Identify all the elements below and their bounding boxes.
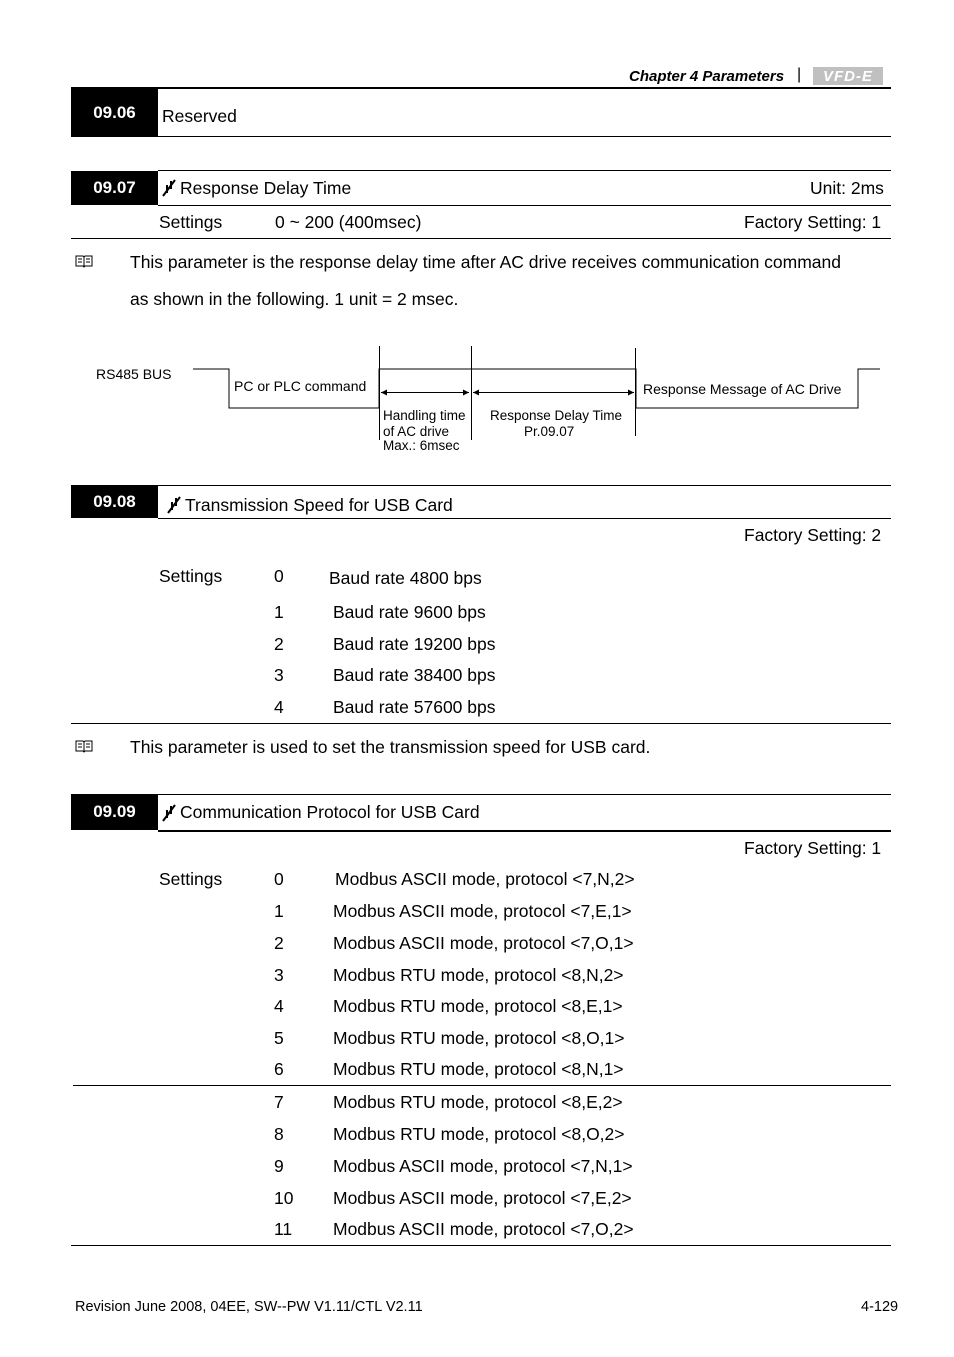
settings-label: Settings — [159, 566, 223, 586]
edit-while-running-icon — [166, 494, 184, 519]
note-line: This parameter is the response delay time after AC drive receives communication command — [130, 252, 841, 272]
timing-diagram — [0, 0, 954, 470]
option-text: Modbus ASCII mode, protocol <7,O,2> — [333, 1219, 634, 1239]
option-text: Modbus ASCII mode, protocol <7,N,2> — [335, 869, 635, 889]
option-text: Modbus ASCII mode, protocol <7,E,2> — [333, 1188, 632, 1208]
option-value: 9 — [274, 1156, 284, 1176]
divider — [158, 830, 891, 832]
header-separator: | — [797, 66, 802, 83]
option-value: 1 — [274, 602, 284, 622]
divider — [158, 485, 891, 486]
factory-setting: Factory Setting: 2 — [744, 525, 882, 545]
settings-label: Settings — [159, 212, 223, 232]
option-text: Modbus RTU mode, protocol <8,O,1> — [333, 1028, 625, 1048]
edit-while-running-icon — [161, 802, 179, 827]
pc-command-label: PC or PLC command — [234, 378, 367, 394]
divider — [73, 1085, 891, 1086]
param-name-0907: Response Delay Time — [180, 178, 352, 198]
option-value: 10 — [274, 1188, 294, 1208]
option-value: 11 — [274, 1219, 293, 1239]
delay-param-label: Pr.09.07 — [524, 424, 575, 439]
param-name-0906: Reserved — [162, 106, 237, 126]
param-name-0909: Communication Protocol for USB Card — [180, 802, 480, 822]
option-value: 3 — [274, 665, 284, 685]
param-code-0906: 09.06 — [71, 89, 158, 136]
divider — [158, 518, 891, 519]
factory-setting: Factory Setting: 1 — [744, 212, 882, 232]
option-value: 0 — [274, 869, 284, 889]
option-text: Modbus ASCII mode, protocol <7,O,1> — [333, 933, 634, 953]
note-line: This parameter is used to set the transmission speed for USB card. — [130, 737, 651, 757]
option-text: Baud rate 38400 bps — [333, 665, 496, 685]
param-code-0909: 09.09 — [71, 794, 158, 830]
option-value: 0 — [274, 566, 284, 586]
handling-time-label: Handling time — [383, 408, 466, 423]
brand-logo: VFD-E — [813, 67, 883, 85]
option-value: 8 — [274, 1124, 284, 1144]
response-message-label: Response Message of AC Drive — [643, 381, 842, 397]
option-text: Modbus RTU mode, protocol <8,O,2> — [333, 1124, 625, 1144]
option-value: 2 — [274, 634, 284, 654]
handling-time-label: of AC drive — [383, 424, 450, 439]
option-value: 7 — [274, 1092, 284, 1112]
revision-info: Revision June 2008, 04EE, SW--PW V1.11/CTL V2.11 — [75, 1299, 423, 1315]
delay-time-label: Response Delay Time — [490, 408, 623, 423]
param-unit-0907: Unit: 2ms — [810, 178, 884, 198]
option-text: Baud rate 57600 bps — [333, 697, 496, 717]
option-text: Modbus ASCII mode, protocol <7,N,1> — [333, 1156, 633, 1176]
factory-setting: Factory Setting: 1 — [744, 838, 882, 858]
param-name-0908: Transmission Speed for USB Card — [185, 495, 453, 515]
option-text: Modbus RTU mode, protocol <8,E,1> — [333, 996, 623, 1016]
option-text: Baud rate 19200 bps — [333, 634, 496, 654]
option-value: 6 — [274, 1059, 284, 1079]
page-number: 4-129 — [861, 1299, 899, 1315]
option-text: Modbus ASCII mode, protocol <7,E,1> — [333, 901, 632, 921]
handling-time-max: Max.: 6msec — [383, 438, 460, 453]
option-text: Modbus RTU mode, protocol <8,N,1> — [333, 1059, 624, 1079]
option-text: Baud rate 9600 bps — [333, 602, 486, 622]
book-icon — [75, 739, 93, 753]
settings-value: 0 ~ 200 (400msec) — [275, 212, 422, 232]
option-value: 2 — [274, 933, 284, 953]
divider — [158, 794, 891, 795]
note-line: as shown in the following. 1 unit = 2 msec. — [130, 289, 459, 309]
param-code-0908: 09.08 — [71, 485, 158, 518]
param-code-0907: 09.07 — [71, 171, 158, 205]
option-value: 1 — [274, 901, 284, 921]
option-value: 4 — [274, 996, 284, 1016]
option-value: 3 — [274, 965, 284, 985]
settings-label: Settings — [159, 869, 223, 889]
divider — [71, 723, 891, 724]
bus-label: RS485 BUS — [96, 366, 172, 382]
option-value: 4 — [274, 697, 284, 717]
option-text: Modbus RTU mode, protocol <8,E,2> — [333, 1092, 623, 1112]
option-text: Baud rate 4800 bps — [329, 568, 482, 588]
option-value: 5 — [274, 1028, 284, 1048]
option-text: Modbus RTU mode, protocol <8,N,2> — [333, 965, 624, 985]
chapter-title: Chapter 4 Parameters — [629, 68, 785, 85]
divider — [71, 1245, 891, 1246]
